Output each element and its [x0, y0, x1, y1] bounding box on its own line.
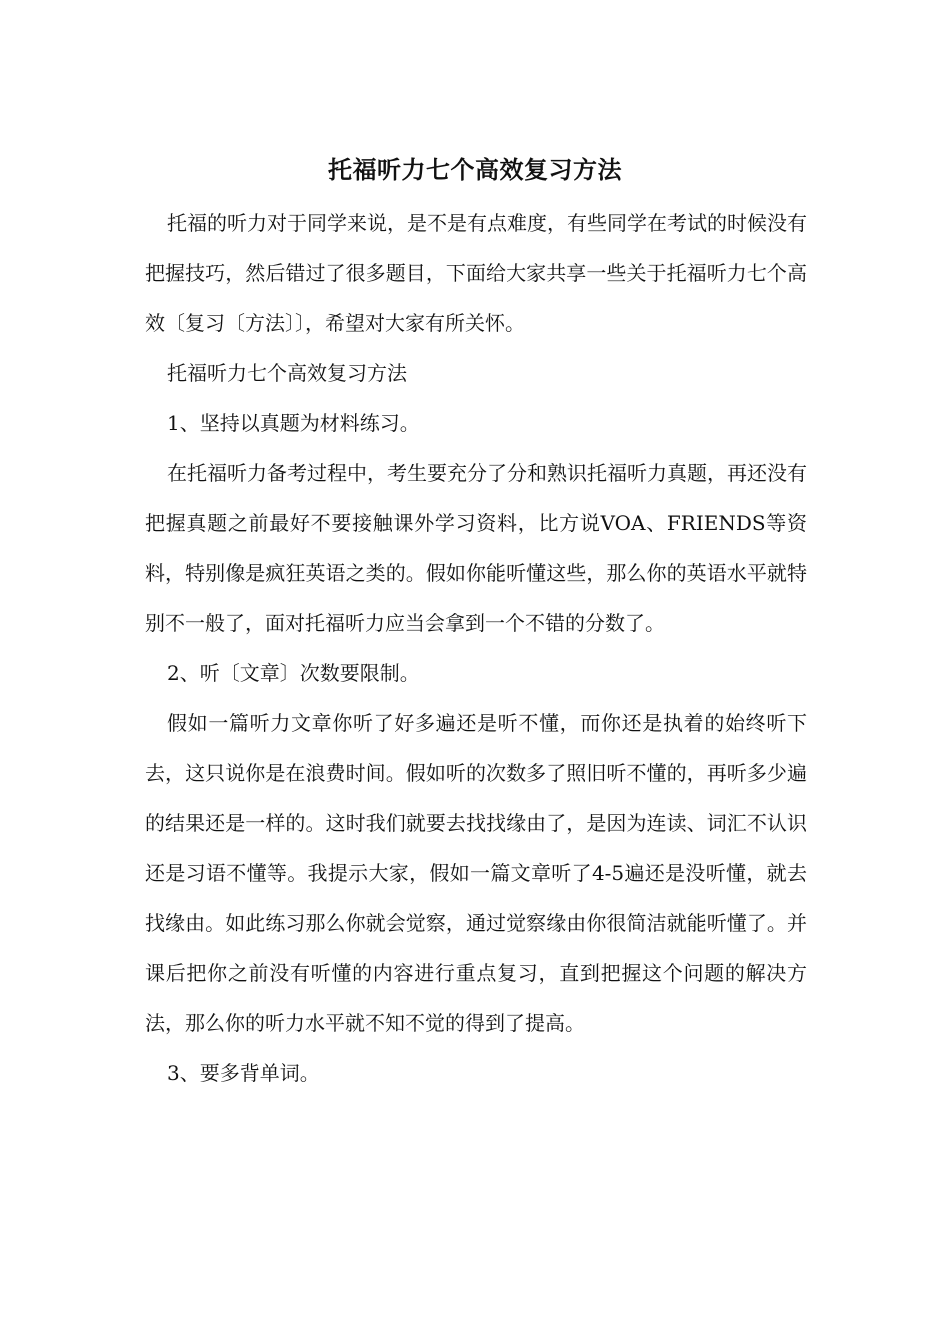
- tip-1-heading: 1、坚持以真题为材料练习。: [167, 411, 420, 435]
- tip-2-heading: 2、听〔文章〕次数要限制。: [167, 661, 420, 685]
- intro-paragraph: 托福的听力对于同学来说，是不是有点难度，有些同学在考试的时候没有把握技巧，然后错过了很多题目，下面给大家共享一些关于托福听力七个高效〔复习〔方法〕〕，希望对大家有所关怀。: [145, 211, 807, 335]
- document-title: 托福听力七个高效复习方法: [328, 155, 622, 184]
- tip-3-heading: 3、要多背单词。: [167, 1061, 320, 1085]
- section-heading: 托福听力七个高效复习方法: [167, 361, 407, 385]
- tip-2-paragraph: 假如一篇听力文章你听了好多遍还是听不懂，而你还是执着的始终听下去，这只说你是在浪费时间。假如听的次数多了照旧听不懂的，再听多少遍的结果还是一样的。这时我们就要去找找缘由了，是因为连读、词汇不认识还是习语不懂等。我提示大家，假如一篇文章听了4-5遍还是没听懂，就去找缘由。如此练习那么你就会觉察，通过觉察缘由你很简洁就能听懂了。并课后把你之前没有听懂的内容进行重点复习，直到把握这个问题的解决方法，那么你的听力水平就不知不觉的得到了提高。: [145, 711, 807, 1035]
- tip-1-paragraph: 在托福听力备考过程中，考生要充分了分和熟识托福听力真题，再还没有把握真题之前最好不要接触课外学习资料，比方说VOA、FRIENDS等资料，特别像是疯狂英语之类的。假如你能听懂这些，那么你的英语水平就特别不一般了，面对托福听力应当会拿到一个不错的分数了。: [145, 461, 807, 635]
- document-body: [145, 198, 807, 1098]
